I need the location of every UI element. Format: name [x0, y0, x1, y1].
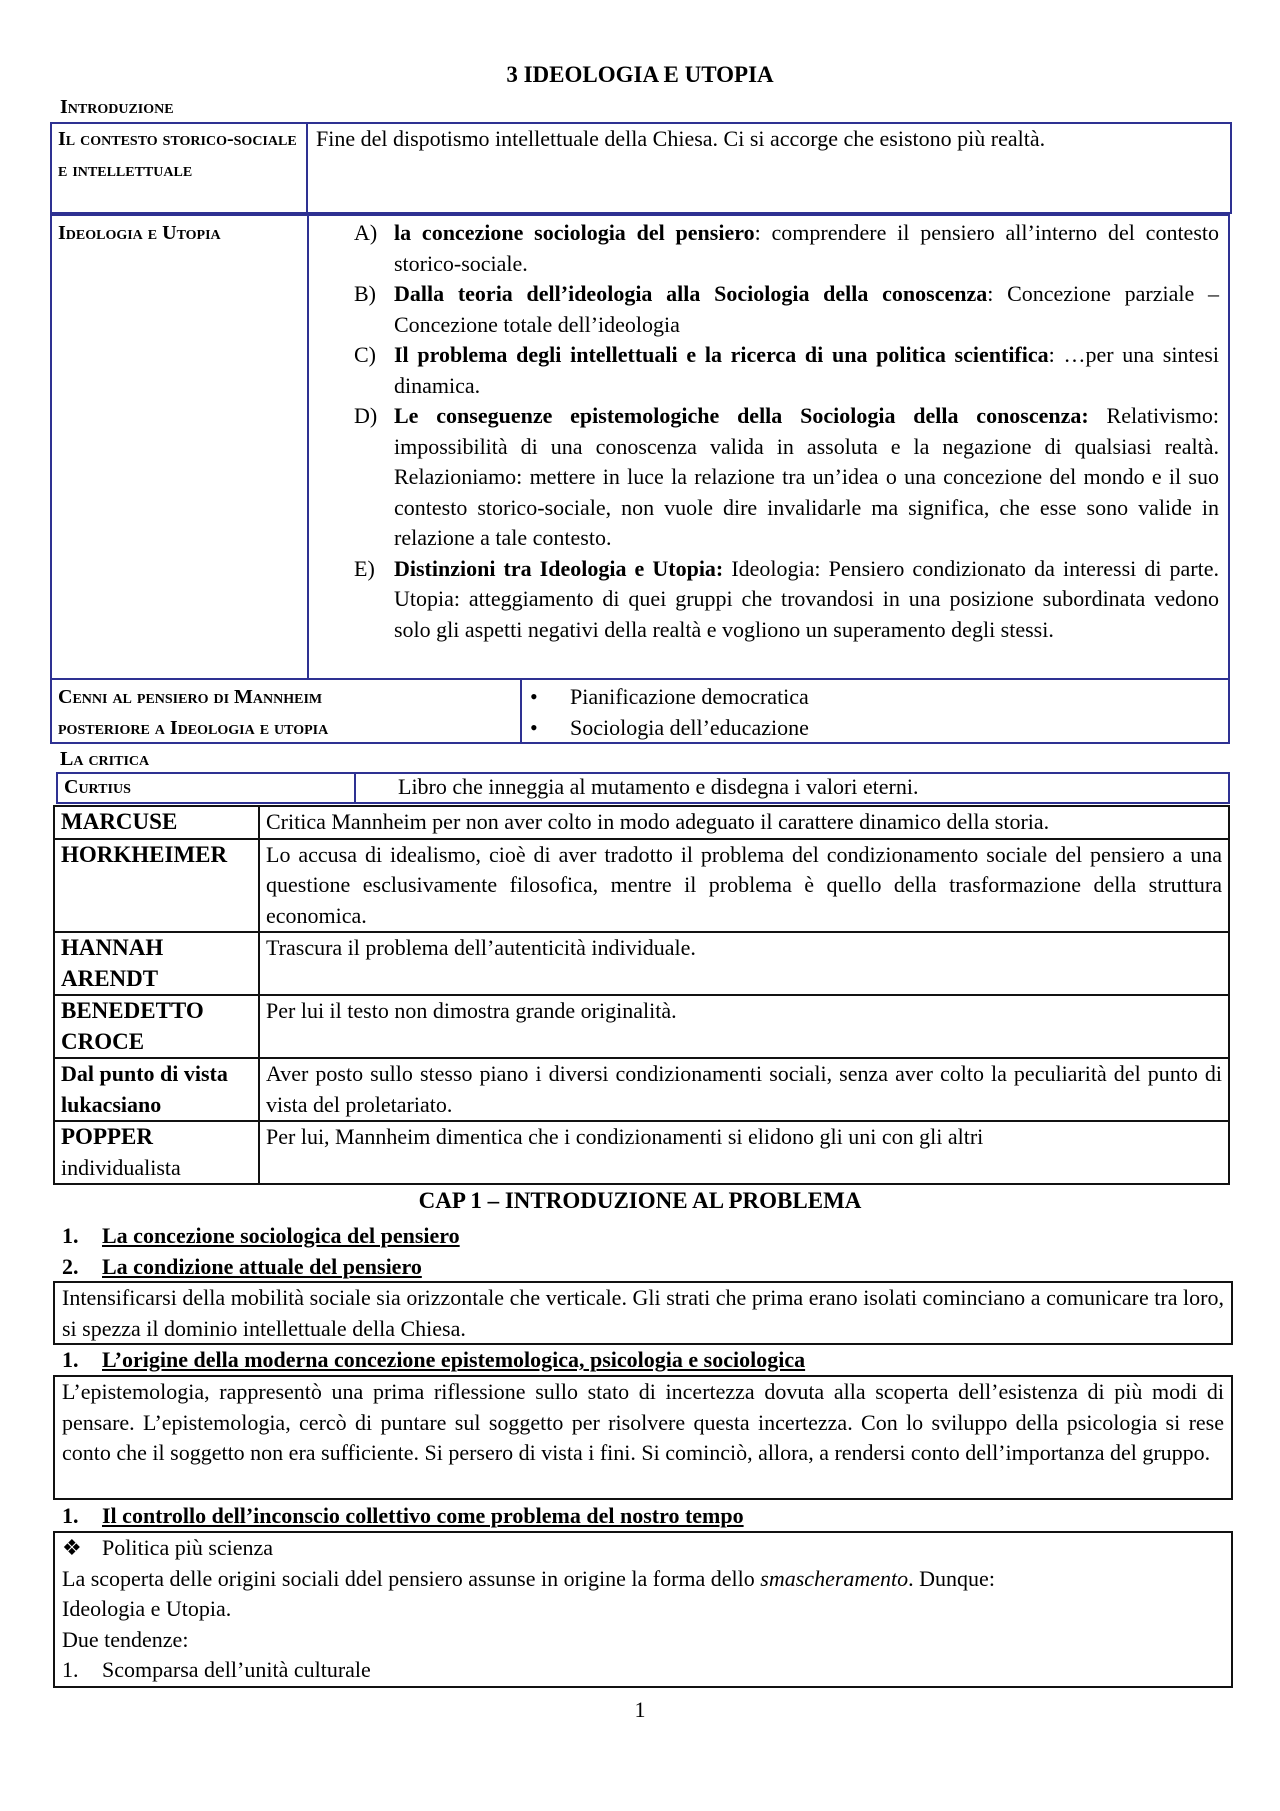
critica-heading: La critica — [60, 748, 150, 770]
section-box: L’epistemologia, rappresentò una prima riflessione sullo stato di incertezza dovuta alla scoperta dell’esistenza di più modi di pensare. L’epistemologia, cercò di puntare sul soggetto per risolvere questa incertezza. Con lo sviluppo della psicologia si rese conto che il soggetto non era sufficiente. Si persero di vista i fini. Si cominciò, allora, a rendersi conto dell’importanza del gruppo. — [53, 1375, 1233, 1500]
text-line: La scoperta delle origini sociali ddel pensiero assunse in origine la forma dello smascheramento. Dunque: — [62, 1565, 995, 1591]
curtius-divider — [354, 772, 356, 804]
ideology-list — [354, 218, 1219, 645]
section-heading: 2. La condizione attuale del pensiero — [62, 1254, 422, 1279]
critic-row — [54, 932, 1229, 995]
critic-text: Per lui, Mannheim dimentica che i condizionamenti si elidono gli uni con gli altri — [259, 1121, 1229, 1184]
ideology-label: Ideologia e Utopia — [58, 222, 221, 244]
ideology-box — [50, 214, 1230, 680]
curtius-label: Curtius — [64, 776, 131, 798]
ideology-item: B) Dalla teoria dell’ideologia alla Sociologia della conoscenza: Concezione parziale – Concezione totale dell’ideologia — [354, 281, 1219, 337]
critics-table — [53, 805, 1230, 1185]
curtius-text: Libro che inneggia al mutamento e disdegna i valori eterni. — [398, 774, 919, 799]
mannheim-item: • Pianificazione democratica — [530, 684, 809, 709]
section-box: Intensificarsi della mobilità sociale sia orizzontale che verticale. Gli strati che prima erano isolati cominciano a comunicare tra loro, si spezza il dominio intellettuale della Chiesa. — [53, 1281, 1233, 1345]
context-text: Fine del dispotismo intellettuale della Chiesa. Ci si accorge che esistono più realtà. — [307, 123, 1231, 213]
critic-text: Per lui il testo non dimostra grande originalità. — [259, 995, 1229, 1058]
ideology-item: A) la concezione sociologia del pensiero: comprendere il pensiero all’interno del contesto storico-sociale. — [354, 220, 1219, 276]
text-line: Ideologia e Utopia. — [62, 1596, 232, 1621]
critic-name: HANNAH ARENDT — [54, 932, 259, 995]
mannheim-list — [522, 682, 1222, 743]
critic-text: Aver posto sullo stesso piano i diversi condizionamenti sociali, senza aver colto la peculiarità del punto di vista del proletariato. — [259, 1058, 1229, 1121]
critic-name: BENEDETTO CROCE — [54, 995, 259, 1058]
diamond-bullet-icon: ❖ — [62, 1535, 82, 1560]
mannheim-label: Cenni al pensiero di Mannheim posteriore a Ideologia e utopia — [58, 686, 329, 739]
critic-name: MARCUSE — [54, 806, 259, 839]
page-number: 1 — [634, 1697, 646, 1722]
critic-name: HORKHEIMER — [54, 839, 259, 933]
section-heading: 1. La concezione sociologica del pensiero — [62, 1223, 460, 1248]
mannheim-box — [50, 678, 1230, 744]
diamond-bullet-line: ❖ Politica più scienza — [62, 1533, 1224, 1564]
critic-row — [54, 1121, 1229, 1184]
ideology-item: E) Distinzioni tra Ideologia e Utopia: Ideologia: Pensiero condizionato da interessi di parte. Utopia: atteggiamento di quei gruppi che trovandosi in una posizione subordinata vedono solo gli aspetti negativi della realtà e vogliono un superamento degli stessi. — [354, 555, 1219, 642]
critic-row — [54, 1058, 1229, 1121]
critic-row — [54, 995, 1229, 1058]
intro-table — [50, 122, 1232, 214]
context-label: Il contesto storico-sociale e intellettuale — [51, 123, 307, 213]
intro-heading: Introduzione — [60, 96, 174, 118]
ideology-item: D) Le conseguenze epistemologiche della Sociologia della conoscenza: Relativismo: impossibilità di una conoscenza valida in assoluta e la negazione di qualsiasi realtà. Relazioniamo: mettere in luce la relazione tra un’idea o una concezione del mondo e il suo contesto storico-sociale, non vuole dire invalidarle ma significa, che esse sono valide in relazione a tale contesto. — [354, 403, 1219, 550]
cap1-title: CAP 1 – INTRODUZIONE AL PROBLEMA — [418, 1188, 862, 1213]
critic-text: Critica Mannheim per non aver colto in modo adeguato il carattere dinamico della storia. — [259, 806, 1229, 839]
critic-row — [54, 806, 1229, 839]
critic-name: POPPER individualista — [54, 1121, 259, 1184]
critic-text: Lo accusa di idealismo, cioè di aver tradotto il problema del condizionamento sociale del pensiero a una questione esclusivamente filosofica, mentre il problema è quello della trasformazione della struttura economica. — [259, 839, 1229, 933]
critic-text: Trascura il problema dell’autenticità individuale. — [259, 932, 1229, 995]
context-row — [51, 123, 1231, 213]
text-line: Due tendenze: — [62, 1626, 189, 1652]
curtius-row — [56, 772, 1230, 804]
list-item: 1. Scomparsa dell’unità culturale — [62, 1657, 371, 1682]
ideology-item: C) Il problema degli intellettuali e la ricerca di una politica scientifica: …per una sintesi dinamica. — [354, 342, 1219, 398]
section-heading: 1. Il controllo dell’inconscio collettivo come problema del nostro tempo — [62, 1503, 744, 1528]
section-box — [53, 1531, 1233, 1688]
ideology-divider — [307, 214, 309, 680]
section-heading: 1. L’origine della moderna concezione epistemologica, psicologia e sociologica — [62, 1347, 806, 1372]
mannheim-item: • Sociologia dell’educazione — [530, 714, 809, 740]
critic-name: Dal punto di vista lukacsiano — [54, 1058, 259, 1121]
document-title: 3 IDEOLOGIA E UTOPIA — [506, 62, 774, 87]
critic-row — [54, 839, 1229, 933]
